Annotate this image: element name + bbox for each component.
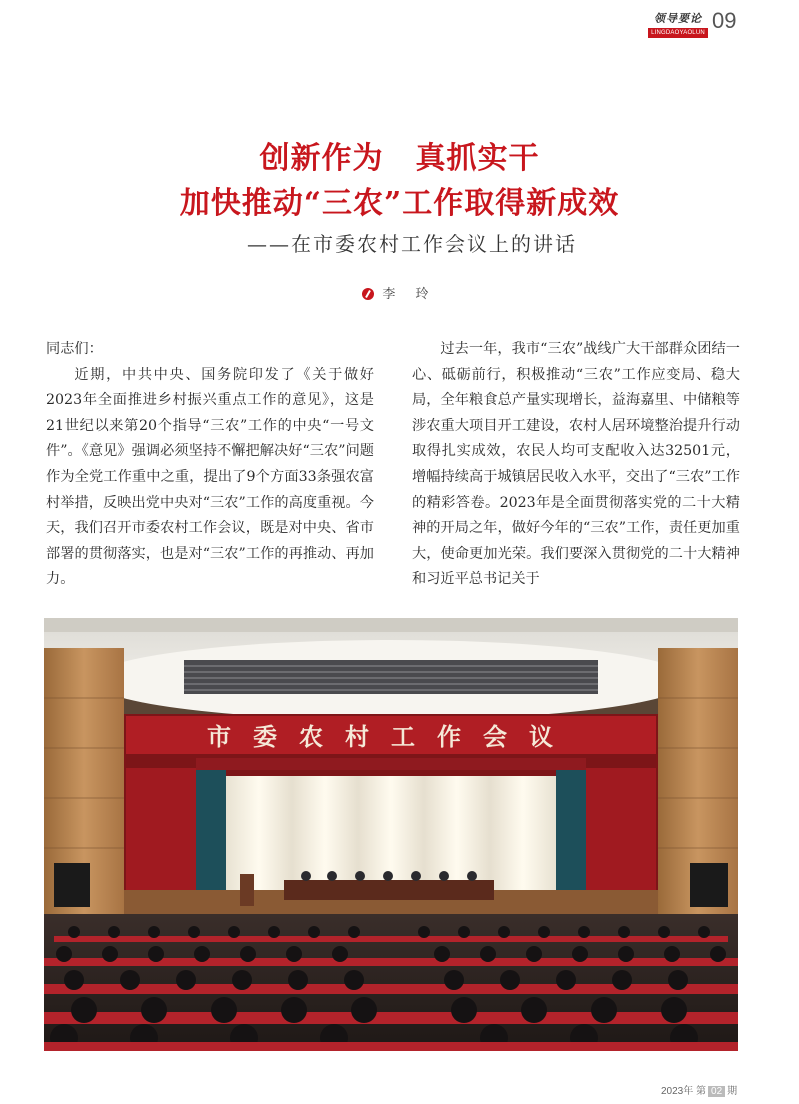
pen-icon (362, 288, 374, 300)
author-name: 李 玲 (382, 287, 437, 302)
title-part-b: 真抓实干 (415, 141, 540, 176)
paragraph: 过去一年，我市“三农”战线广大干部群众团结一心、砥砺前行，积极推动“三农”工作应变局、稳大局，全年粮食总产量实现增长，益海嘉里、中储粮等涉农重大项目开工建设，农村人居环境整治提升行动取得扎实成效，农民人均可支配收入达32501元，增幅持续高于城镇居民收入水平，交出了“三农”工作的精彩答卷。2023年是全面贯彻落实党的二十大精神的开局之年，做好今年的“三农”工作，责任更加重大，使命更加光荣。我们要深入贯彻党的二十大精神和习近平总书记关于 (412, 341, 740, 588)
article-title-line2: 加快推动“三农”工作取得新成效 (179, 186, 620, 221)
conference-photo (44, 618, 738, 1051)
section-name: 领导要论 (654, 12, 702, 25)
section-header (648, 10, 708, 38)
section-name-pinyin: LINGDAOYAOLUN (648, 28, 708, 38)
banner-text: 市委农村工作会议 (207, 722, 575, 751)
paragraph: 近期，中共中央、国务院印发了《关于做好2023年全面推进乡村振兴重点工作的意见》，这是21世纪以来第20个指导“三农”工作的中央“一号文件”。《意见》强调必须坚持不懈把解决好“三农”问题作为全党工作重中之重，提出了9个方面33条强农富村举措，反映出党中央对“三农”工作的高度重视。今天，我们召开市委农村工作会议，既是对中央、省市部署的贯彻落实，也是对“三农”工作的再推动、再加力。 (46, 366, 374, 588)
byline (0, 283, 799, 302)
page-number: 09 (712, 8, 737, 33)
issue-footer (661, 1082, 737, 1097)
article-title-line1 (0, 133, 799, 177)
body-column-right (412, 337, 740, 593)
body-column-left (46, 337, 374, 593)
issue-number: 02 (708, 1086, 725, 1097)
issue-year: 2023年 第 (661, 1086, 707, 1097)
article-subtitle: ——在市委农村工作会议上的讲话 (247, 232, 577, 256)
issue-suffix: 期 (727, 1086, 738, 1097)
salutation: 同志们： (46, 341, 103, 357)
title-part-a: 创新作为 (259, 141, 384, 176)
